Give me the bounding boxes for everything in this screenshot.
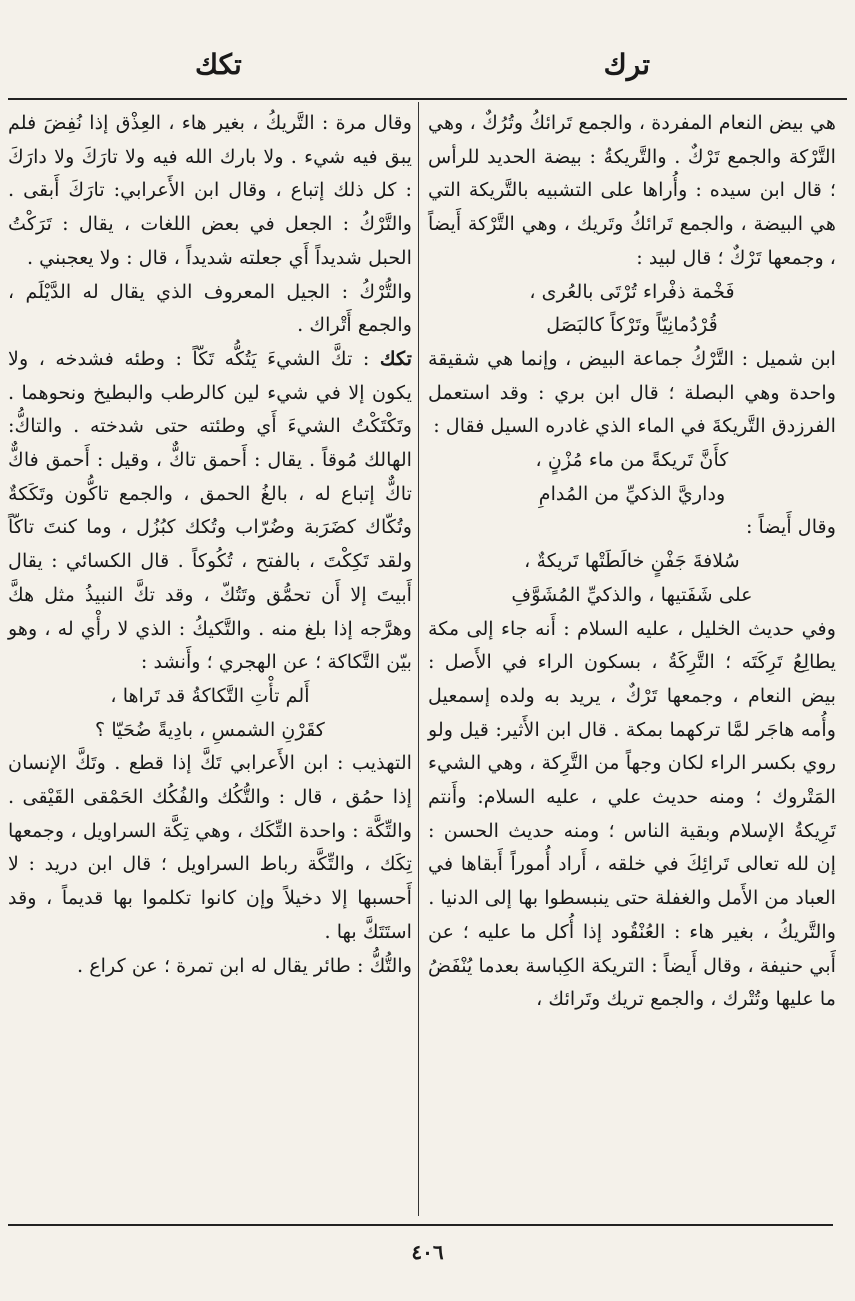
- entry-paragraph: [8, 342, 412, 679]
- verse-line: فَخْمة ذفْراء تُرْتَى بالعُرى ،: [529, 279, 735, 303]
- entry-headword: تكك: [379, 346, 412, 370]
- paragraph: وقال مرة : التَّريكُ ، بغير هاء ، العِذْق إذا نُفِضَ فلم يبق فيه شيء . ولا بارك الله فيه ولا تارَكَ ولا دارَكَ : كل ذلك إتباع ، وقال ابن الأَعرابي: تارَكَ أَبقى . والتَّرْكُ : الجعل في بعض اللغات ، يقال : تَرَكْتُ الحبل شديداً أَي جعلته شديداً ، قال : ولا يعجبني .: [8, 111, 412, 269]
- verse-line: سُلافةَ جَفْنٍ خالَطَتْها تَريكةٌ ،: [524, 549, 740, 573]
- right-column: [428, 106, 836, 1016]
- running-head-right: ترك: [603, 48, 650, 81]
- top-rule: [8, 98, 847, 100]
- paragraph: هي بيض النعام المفردة ، والجمع تَرائكُ وتُرُكٌ ، وهي التَّرْكة والجمع تَرْكٌ . والتَّريكةُ : بيضة الحديد للرأس ؛ قال ابن سيده : وأُراها على التشبيه بالتَّريكة التي هي البيضة ، والجمع تَرائكُ وتَريك ، وهي التَّرْكة أَيضاً ، وجمعها تَرْكٌ ؛ قال لبيد :: [428, 111, 836, 269]
- paragraph: التهذيب : ابن الأَعرابي تَكَّ إذا قطع . وتَكَّ الإنسان إذا حمُق ، قال : والتُّكُك والفُكُك الحَمْقى القَيْقى . والتِّكَّة : واحدة التِّكَك ، وهي تِكَّة السراويل ، وجمعها تِكَك ، والتِّكَّة رباط السراويل ؛ قال ابن دريد : لا أَحسبها إلا دخيلاً وإن كانوا تكلموا بها قديماً ، وقد استَتَكَّ بها .: [8, 751, 412, 943]
- left-column: [8, 106, 412, 982]
- entry-text: : تكَّ الشيءَ يَتُكُّه تَكّاً : وطئه فشدخه ، ولا يكون إلا في شيء لين كالرطب والبطيخ ونحوهما . وتَكْتَكْتُ الشيءَ أَي وطئته حتى شدخته . والتاكُّ: الهالك مُوقاً . يقال : أَحمق تاكٌّ ، وقيل : أَحمق فاكٌّ تاكٌّ إتباع له ، بالغُ الحمق ، والجمع تاكُّون وتَكَكةٌ وتُكّاك كضَرَبة وضُرّاب وتُكك كبُزُل ، وما كنتَ تاكّاً ولقد تَكِكْتَ ، بالفتح ، تُكُوكاً . قال الكسائي : يقال أَبيتَ إلا أَن تحمُّق وتَتُكّ ، وقد تكَّ النبيذُ مثل هكَّ وهرَّجه إذا بلغ منه . والتَّكيكُ : الذي لا رأْي له ، وهو بيّن التَّكاكة ؛ عن الهجري ؛ وأَنشد :: [8, 346, 412, 674]
- verse-line: أَلم تأْتِ التَّكاكةُ قد تَراها ،: [110, 683, 310, 707]
- running-head-left: تكك: [195, 48, 242, 81]
- verse-line: كأَنَّ تَريكةً من ماء مُزْنٍ ،: [535, 448, 729, 472]
- verse-line: كقَرْنِ الشمسِ ، بادِيةً ضُحَيّا ؟: [95, 717, 325, 741]
- paragraph: والتُّرْكُ : الجيل المعروف الذي يقال له الدَّيْلَم ، والجمع أَتْراك .: [8, 279, 412, 337]
- page-number: ٤٠٦: [411, 1240, 444, 1264]
- paragraph: والتُّكُّ : طائر يقال له ابن تمرة ؛ عن كراع .: [77, 953, 412, 977]
- verse-line: وداريَّ الذكيِّ من المُدامِ: [538, 481, 726, 505]
- verse-line: قُرْدُمانِيّاً وتَرْكاً كالبَصَل: [546, 313, 718, 337]
- verse-line: على شَفَتيها ، والذكيِّ المُشَوَّفِ: [511, 582, 753, 606]
- paragraph: وفي حديث الخليل ، عليه السلام : أَنه جاء إلى مكة يطالِعُ تَرِكَتَه ؛ التَّرِكَةُ ، بسكون الراء في الأَصل : بيض النعام ، وجمعها تَرْكٌ ، يريد به ولده إسمعيل وأُمه هاجَر لمَّا تركهما بمكة . قال ابن الأَثير: قيل ولو روي بكسر الراء لكان وجهاً من التَّرِكة ، وهي الشيء المَتْروك ؛ ومنه حديث علي ، عليه السلام: وأَنتم تَرِيكةُ الإسلام وبقية الناس ؛ ومنه حديث الحسن : إن لله تعالى تَرائِكَ في خلقه ، أَراد أُموراً أَبقاها في العباد من الأَمل والغفلة حتى ينبسطوا بها إلى الدنيا .: [428, 616, 836, 910]
- bottom-rule: [8, 1224, 833, 1226]
- paragraph: وقال أَيضاً :: [745, 515, 836, 539]
- paragraph: ابن شميل : التَّرْكُ جماعة البيض ، وإنما هي شقيقة واحدة وهي البصلة ؛ قال ابن بري : وقد استعمل الفرزدق التَّريكةَ في الماء الذي غادره السيل فقال :: [428, 346, 836, 438]
- paragraph: والتَّريكُ ، بغير هاء : العُنْقُود إذا أُكل ما عليه ؛ عن أَبي حنيفة ، وقال أَيضاً : التريكة الكِباسة بعدما يُنْفَضُ ما عليها وتُتْرك ، والجمع تريك وتَرائك ،: [428, 919, 836, 1011]
- column-divider: [418, 102, 419, 1216]
